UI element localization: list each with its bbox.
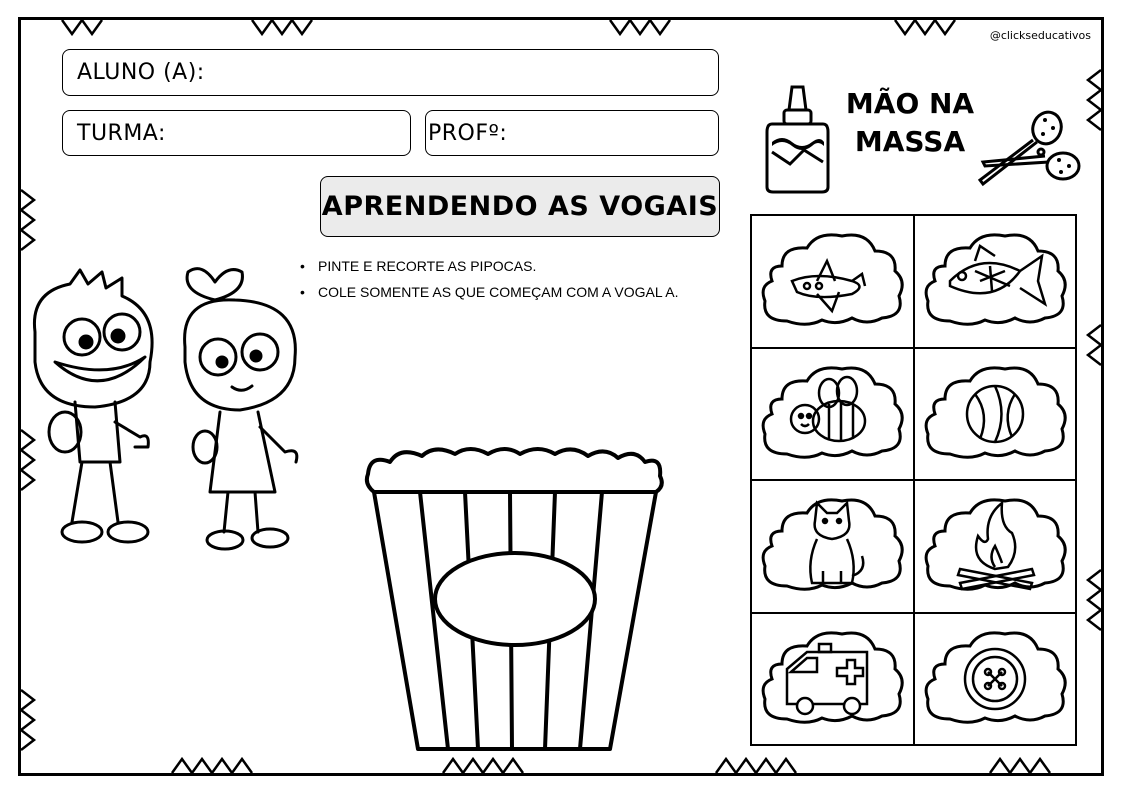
popcorn-card[interactable] bbox=[751, 348, 914, 481]
fish-icon bbox=[920, 226, 1070, 336]
header-art-line1: MÃO NA bbox=[845, 87, 975, 120]
popcorn-card[interactable] bbox=[914, 480, 1077, 613]
popcorn-bucket bbox=[360, 444, 670, 754]
kids-illustration bbox=[10, 262, 310, 562]
ambulance-icon bbox=[757, 624, 907, 734]
student-name-label: ALUNO (A): bbox=[77, 60, 205, 85]
activity-title bbox=[320, 176, 720, 237]
student-name-field[interactable] bbox=[62, 49, 719, 96]
airplane-icon bbox=[757, 226, 907, 336]
cat-icon bbox=[757, 491, 907, 601]
class-field[interactable] bbox=[62, 110, 411, 156]
popcorn-card[interactable] bbox=[914, 613, 1077, 746]
bee-icon bbox=[757, 359, 907, 469]
teacher-field[interactable] bbox=[425, 110, 719, 156]
credit-text: @clickseducativos bbox=[989, 29, 1091, 42]
popcorn-card[interactable] bbox=[751, 480, 914, 613]
instruction-item: • COLE SOMENTE AS QUE COMEÇAM COM A VOGAL A. bbox=[300, 284, 678, 300]
popcorn-card[interactable] bbox=[751, 613, 914, 746]
instructions-list bbox=[300, 258, 678, 310]
glue-bottle-icon bbox=[760, 82, 835, 197]
popcorn-cards-grid bbox=[750, 214, 1077, 746]
popcorn-card[interactable] bbox=[914, 348, 1077, 481]
scissors-icon bbox=[975, 108, 1085, 193]
popcorn-card[interactable] bbox=[751, 215, 914, 348]
button-icon bbox=[920, 624, 1070, 734]
popcorn-card[interactable] bbox=[914, 215, 1077, 348]
ball-icon bbox=[920, 359, 1070, 469]
class-label: TURMA: bbox=[77, 120, 166, 146]
teacher-label: PROFº: bbox=[428, 120, 508, 146]
activity-title-text: APRENDENDO AS VOGAIS bbox=[321, 191, 719, 222]
header-art-line2: MASSA bbox=[854, 125, 966, 158]
header-art-text bbox=[845, 85, 975, 161]
instruction-item: • PINTE E RECORTE AS PIPOCAS. bbox=[300, 258, 678, 274]
campfire-icon bbox=[920, 491, 1070, 601]
